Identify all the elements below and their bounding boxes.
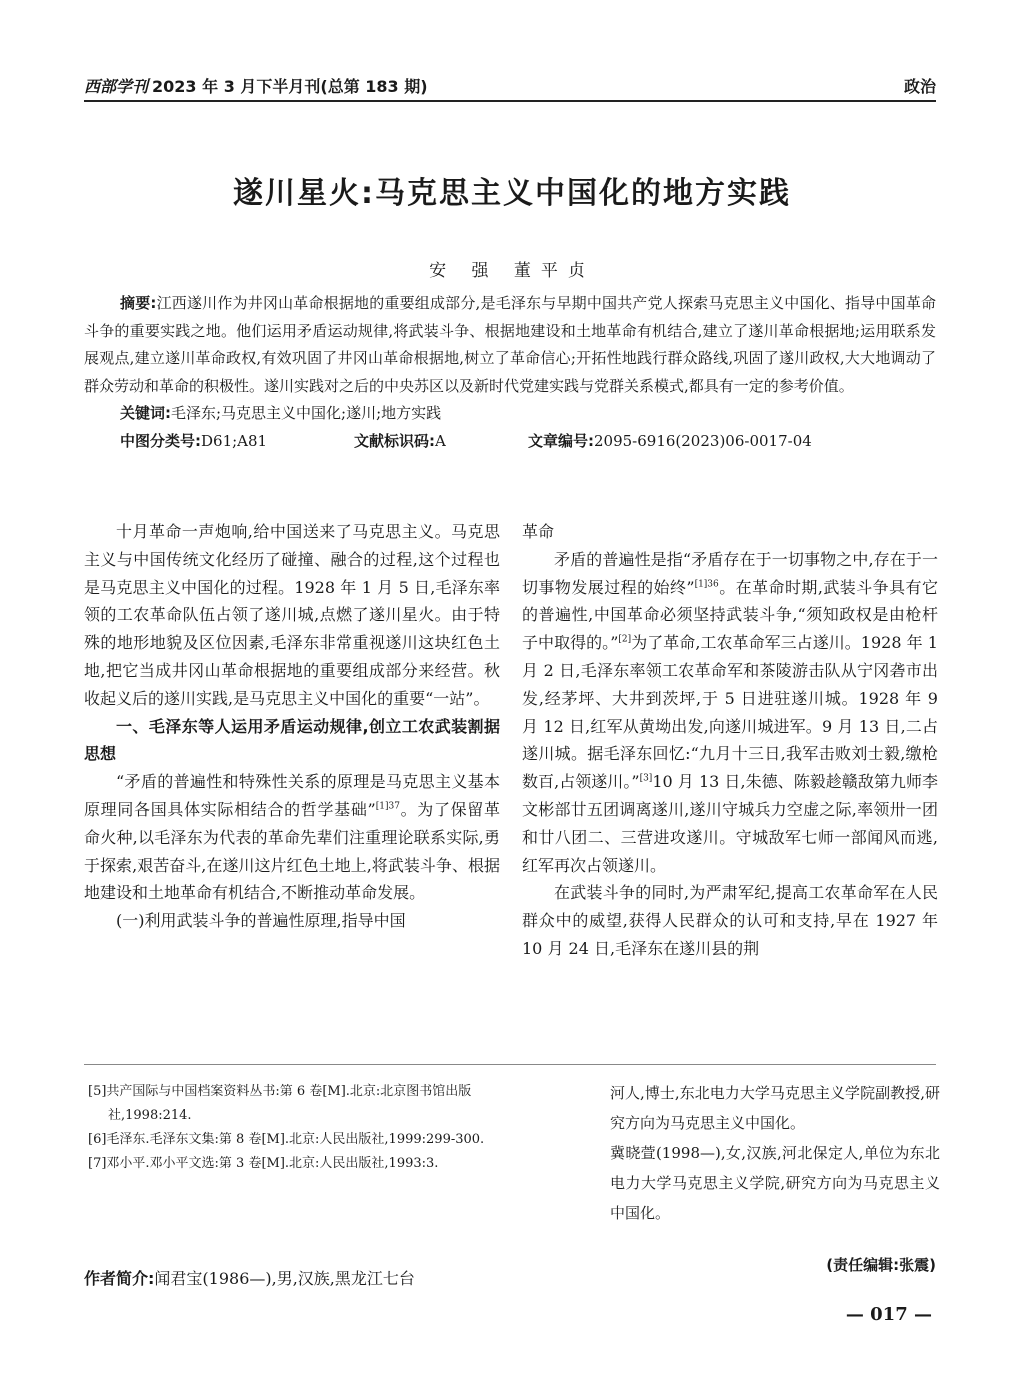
classification-row (84, 428, 936, 456)
responsible-editor: (责任编辑:张震) (826, 1256, 936, 1274)
abstract-block (84, 290, 936, 456)
continued-heading: 革命 (522, 522, 555, 541)
running-header (84, 72, 936, 102)
paragraph-text: 。为了保留革命火种,以毛泽东为代表的革命先辈们注重理论联系实际,勇于探索,艰苦奋斗,在遂川这片红色土地上,将武装斗争、根据地建设和土地革命有机结合,不断推动革命发展。 (84, 799, 500, 903)
author-bio-start (84, 1266, 502, 1292)
bio-paragraph: 河人,博士,东北电力大学马克思主义学院副教授,研究方向为马克思主义中国化。 (610, 1084, 940, 1132)
doc-code-label: 文献标识码: (354, 431, 435, 450)
footnote-divider (84, 1064, 936, 1065)
author-bio-continued (610, 1078, 940, 1228)
citation: [1]37 (375, 801, 400, 812)
header-left (84, 74, 428, 97)
journal-logo: 西部学刊 (84, 77, 149, 96)
keywords (84, 400, 936, 428)
article-number-group (528, 428, 812, 456)
body-paragraph (84, 768, 500, 907)
abstract-text: 江西遂川作为井冈山革命根据地的重要组成部分,是毛泽东与早期中国共产党人探索马克思主义中国化、指导中国革命斗争的重要实践之地。他们运用矛盾运动规律,将武装斗争、根据地建设和土地革命有机结合,建立了遂川革命根据地;运用联系发展观点,建立遂川革命政权,有效巩固了井冈山革命根据地,树立了革命信心;开拓性地践行群众路线,巩固了遂川政权,大大地调动了群众劳动和革命的积极性。遂川实践对之后的中央苏区以及新时代党建实践与党群关系模式,都具有一定的参考价值。 (84, 294, 937, 395)
clc-value: D61;A81 (201, 431, 268, 450)
paragraph-text: 10 月 13 日,朱德、陈毅趁赣敌第九师李文彬部廿五团调离遂川,遂川守城兵力空虚之际,率领卅一团和廿八团二、三营进攻遂川。守城敌军七师一部闻风而逃,红军再次占领遂川。 (522, 772, 938, 875)
reference-item: [6]毛泽东.毛泽东文集:第 8 卷[M].北京:人民出版社,1999:299-300. (88, 1132, 485, 1147)
reference-list (84, 1080, 502, 1176)
citation: [3] (639, 773, 653, 784)
article-number-label: 文章编号: (528, 431, 594, 450)
subsection-heading: (一)利用武装斗争的普遍性原理,指导中国 (116, 911, 406, 931)
bio-text: 闻君宝(1986—),男,汉族,黑龙江七台 (154, 1269, 415, 1288)
body-left-column (84, 518, 500, 935)
keywords-text: 毛泽东;马克思主义中国化;遂川;地方实践 (171, 404, 442, 422)
body-right-column (522, 518, 938, 963)
paragraph-text: “矛盾的普遍性和特殊性关系的原理是马克思主义基本原理同各国具体实际相结合的哲学基础” (84, 772, 500, 819)
page-number: — 017 — (845, 1304, 932, 1325)
body-paragraph: 十月革命一声炮响,给中国送来了马克思主义。马克思主义与中国传统文化经历了碰撞、融合的过程,这个过程也是马克思主义中国化的过程。1928 年 1 月 5 日,毛泽东率领的工农革命队伍占领了遂川城,点燃了遂川星火。由于特殊的地形地貌及区位因素,毛泽东非常重视遂川这块红色土地,把它当成井冈山革命根据地的重要组成部分来经营。秋收起义后的遂川实践,是马克思主义中国化的重要“一站”。 (84, 522, 500, 708)
section-label: 政治 (903, 77, 936, 96)
bio-label: 作者简介: (84, 1269, 155, 1288)
authors: 安 强 董平贞 (429, 261, 595, 281)
issue-info: 2023 年 3 月下半月刊(总第 183 期) (152, 77, 428, 96)
reference-item: [7]邓小平.邓小平文选:第 3 卷[M].北京:人民出版社,1993:3. (88, 1156, 439, 1171)
section-heading: 一、毛泽东等人运用矛盾运动规律,创立工农武装割据思想 (84, 716, 500, 764)
citation: [2] (618, 634, 632, 645)
article-title: 遂川星火:马克思主义中国化的地方实践 (233, 176, 791, 211)
clc-label: 中图分类号: (120, 431, 201, 450)
bio-paragraph: 冀晓萱(1998—),女,汉族,河北保定人,单位为东北电力大学马克思主义学院,研究方向为马克思主义中国化。 (610, 1144, 940, 1222)
body-paragraph (522, 546, 938, 880)
abstract-label: 摘要: (120, 294, 157, 312)
abstract (84, 290, 936, 400)
paragraph-text: 。在革命时期,武装斗争具有它的普遍性,中国革命必须坚持武装斗争,“须知政权是由枪杆子中取得的。” (522, 577, 938, 653)
doc-code-value: A (435, 431, 446, 450)
article-number-value: 2095-6916(2023)06-0017-04 (594, 431, 812, 450)
reference-item: [5]共产国际与中国档案资料丛书:第 6 卷[M].北京:北京图书馆出版社,1998:214. (88, 1084, 472, 1123)
paragraph-text: 为了革命,工农革命军三占遂川。1928 年 1 月 2 日,毛泽东率领工农革命军和茶陵游击队从宁冈砻市出发,经茅坪、大井到茨坪,于 5 日进驻遂川城。1928 年 9 月 12 日,红军从黄坳出发,向遂川城进军。9 月 13 日,二占遂川城。据毛泽东回忆:“九月十三日,我军击败刘士毅,缴枪数百,占领遂川。” (522, 633, 938, 792)
keywords-label: 关键词: (120, 404, 171, 422)
body-paragraph: 在武装斗争的同时,为严肃军纪,提高工农革命军在人民群众中的威望,获得人民群众的认可和支持,早在 1927 年 10 月 24 日,毛泽东在遂川县的荆 (522, 883, 938, 958)
doc-code-group (354, 428, 446, 456)
paragraph-text: 矛盾的普遍性是指“矛盾存在于一切事物之中,存在于一切事物发展过程的始终” (522, 549, 938, 597)
clc-group (120, 428, 267, 456)
citation: [1]36 (694, 579, 719, 590)
